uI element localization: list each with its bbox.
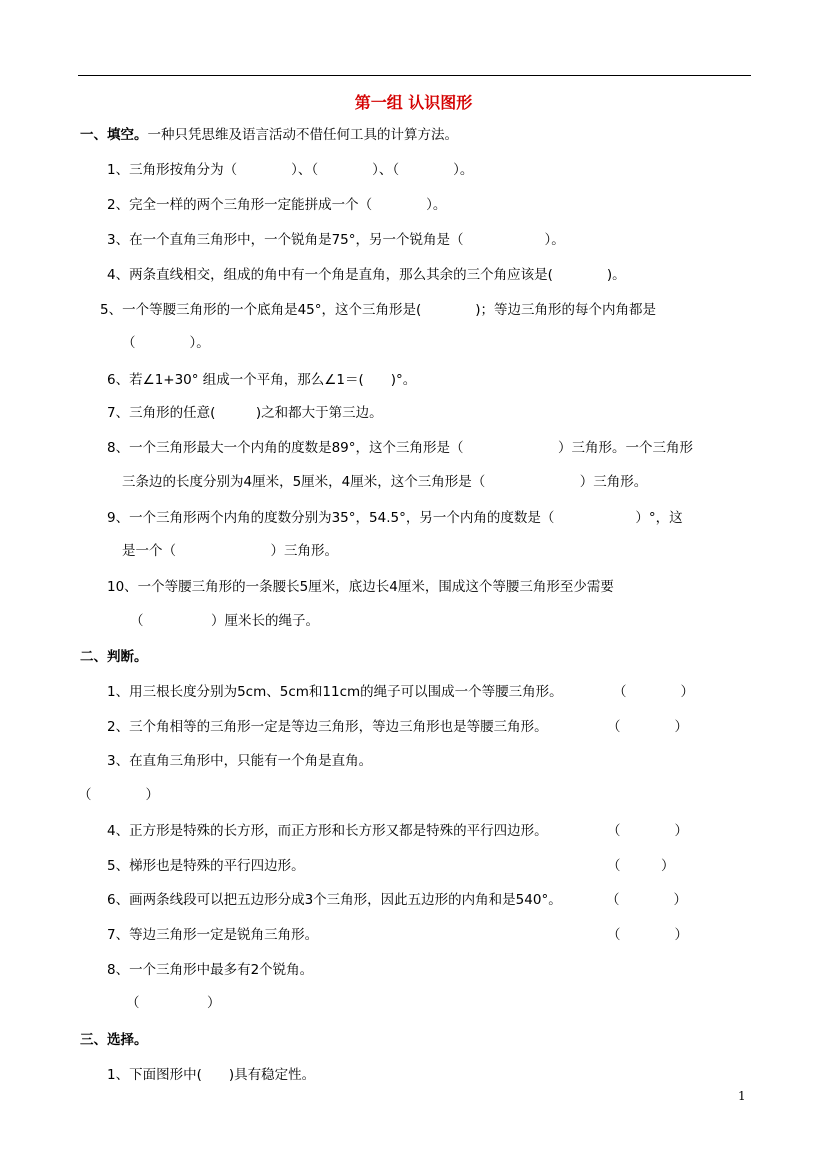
fill-q10-line1: 10、一个等腰三角形的一条腰长5厘米，底边长4厘米，围成这个等腰三角形至少需要 — [107, 579, 614, 595]
fill-q3: 3、在一个直角三角形中，一个锐角是75°，另一个锐角是（ ）。 — [107, 232, 565, 248]
judge-q5-paren: （ ） — [607, 858, 675, 874]
judge-q8-paren: （ ） — [126, 995, 221, 1011]
section-1-heading: 一、填空。 — [80, 127, 148, 143]
judge-q3-paren: （ ） — [78, 787, 159, 803]
header-rule — [78, 75, 751, 76]
judge-q4-paren: （ ） — [607, 823, 688, 839]
fill-q4: 4、两条直线相交，组成的角中有一个角是直角，那么其余的三个角应该是( )。 — [107, 267, 626, 283]
judge-q1: 1、用三根长度分别为5cm、5cm和11cm的绳子可以围成一个等腰三角形。 — [107, 684, 563, 700]
judge-q2-paren: （ ） — [607, 719, 688, 735]
judge-q3: 3、在直角三角形中，只能有一个角是直角。 — [107, 753, 373, 769]
judge-q1-paren: （ ） — [613, 684, 694, 700]
fill-q10-line2: （ ）厘米长的绳子。 — [130, 613, 319, 629]
section-3-heading: 三、选择。 — [80, 1032, 148, 1048]
fill-q8-line1: 8、一个三角形最大一个内角的度数是89°，这个三角形是（ ）三角形。一个三角形 — [107, 440, 694, 456]
judge-q7-paren: （ ） — [607, 927, 688, 943]
fill-q1: 1、三角形按角分为（ ）、（ ）、（ ）。 — [107, 162, 474, 178]
judge-q6: 6、画两条线段可以把五边形分成3个三角形，因此五边形的内角和是540°。 — [107, 892, 562, 908]
section-1-note: 一种只凭思维及语言活动不借任何工具的计算方法。 — [147, 127, 458, 143]
fill-q2: 2、完全一样的两个三角形一定能拼成一个（ ）。 — [107, 197, 447, 213]
fill-q9-line1: 9、一个三角形两个内角的度数分别为35°，54.5°，另一个内角的度数是（ ）°，这 — [107, 510, 683, 526]
judge-q5: 5、梯形也是特殊的平行四边形。 — [107, 858, 305, 874]
fill-q5-line2: （ ）。 — [122, 335, 210, 351]
page-number: 1 — [738, 1089, 746, 1103]
fill-q7: 7、三角形的任意( )之和都大于第三边。 — [107, 405, 383, 421]
fill-q6: 6、若∠1+30° 组成一个平角，那么∠1＝( )°。 — [107, 372, 417, 388]
judge-q2: 2、三个角相等的三角形一定是等边三角形，等边三角形也是等腰三角形。 — [107, 719, 548, 735]
choice-q1: 1、下面图形中( )具有稳定性。 — [107, 1067, 316, 1083]
fill-q5-line1: 5、一个等腰三角形的一个底角是45°，这个三角形是( )；等边三角形的每个内角都是 — [100, 302, 657, 318]
fill-q9-line2: 是一个（ ）三角形。 — [122, 543, 338, 559]
fill-q8-line2: 三条边的长度分别为4厘米，5厘米，4厘米，这个三角形是（ ）三角形。 — [122, 474, 648, 490]
judge-q7: 7、等边三角形一定是锐角三角形。 — [107, 927, 319, 943]
judge-q6-paren: （ ） — [606, 892, 687, 908]
section-2-heading: 二、判断。 — [80, 649, 148, 665]
page-title: 第一组 认识图形 — [354, 93, 473, 112]
judge-q8: 8、一个三角形中最多有2个锐角。 — [107, 962, 314, 978]
section-1-line — [80, 126, 458, 144]
judge-q4: 4、正方形是特殊的长方形，而正方形和长方形又都是特殊的平行四边形。 — [107, 823, 548, 839]
